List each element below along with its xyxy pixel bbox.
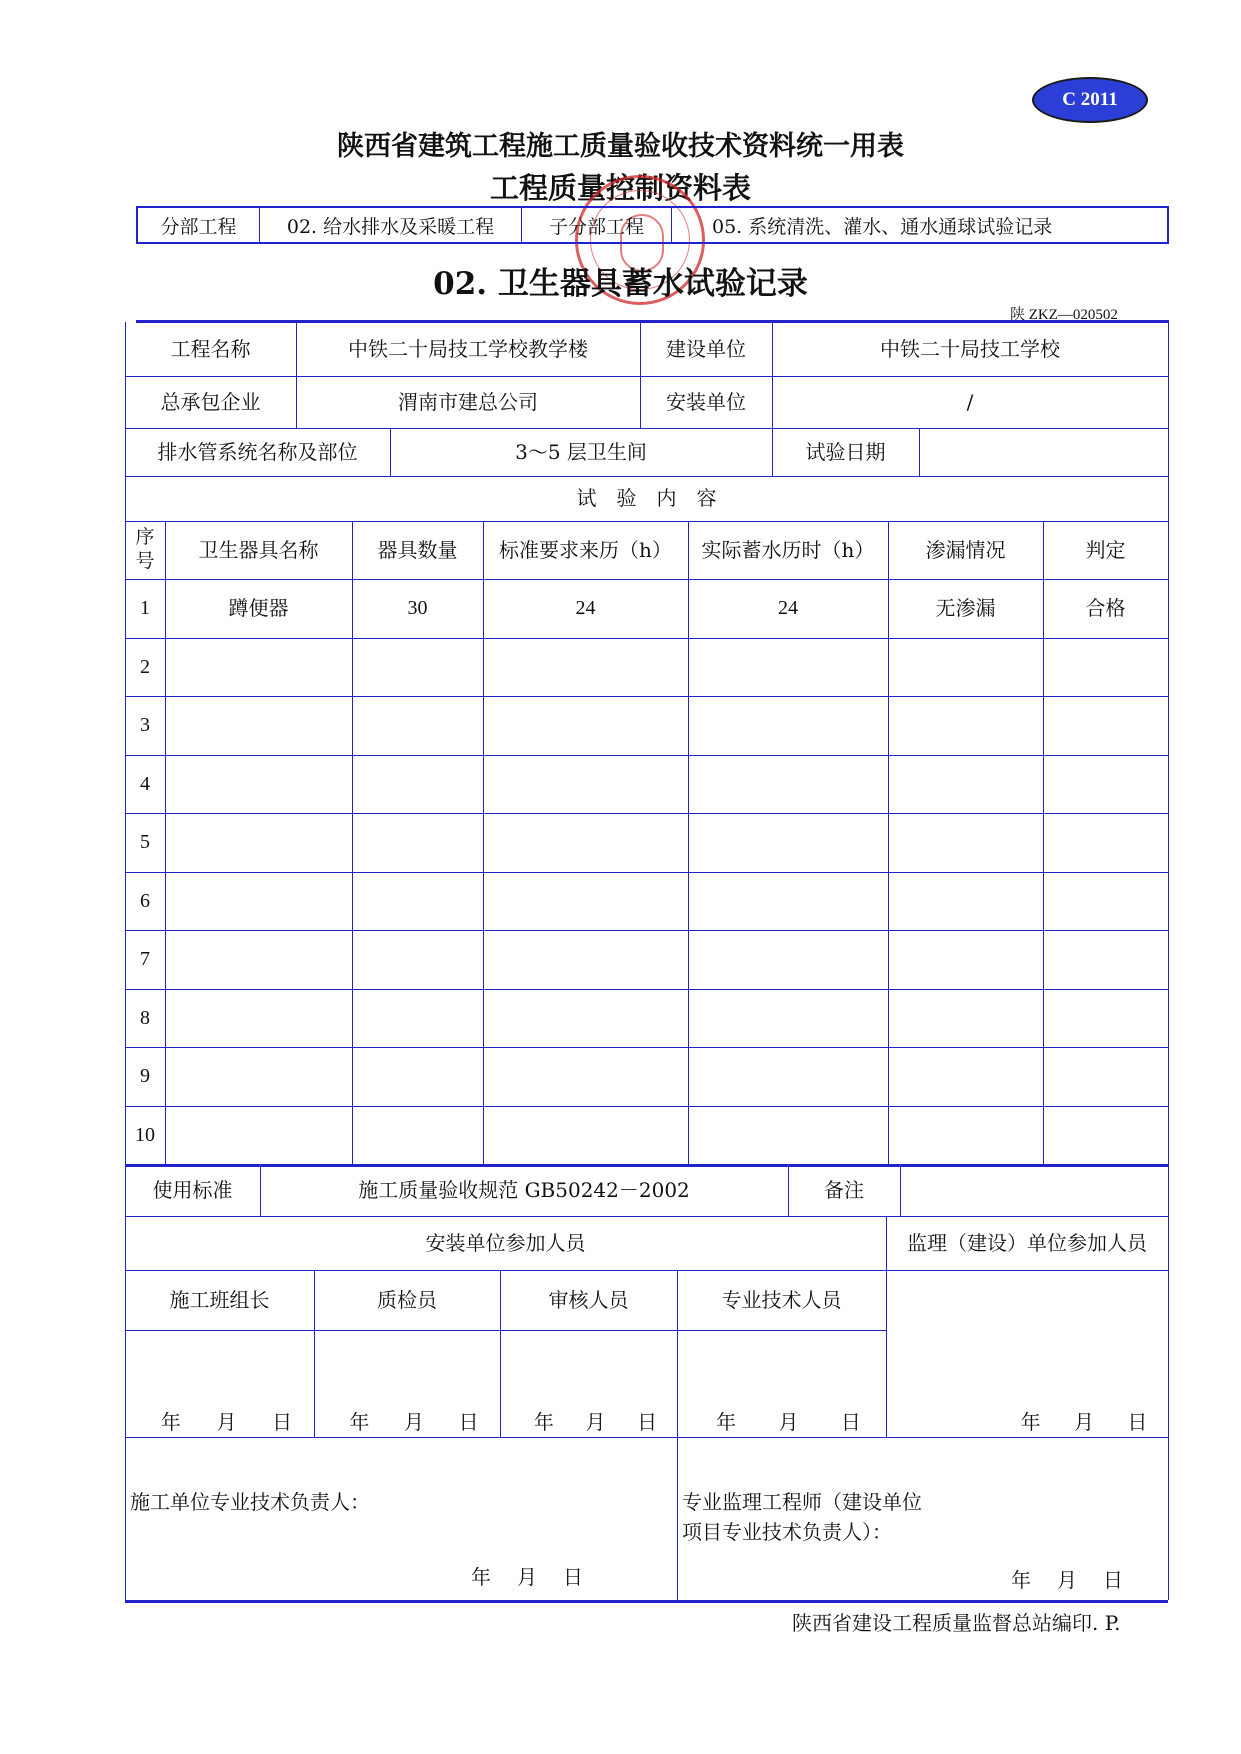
date-part: 日 — [272, 1409, 293, 1434]
date-part: 年 — [1011, 1567, 1031, 1592]
publisher-footer: 陕西省建设工程质量监督总站编印. P. — [792, 1611, 1121, 1635]
table-cell — [888, 755, 1043, 813]
supervision-personnel-heading: 监理（建设）单位参加人员 — [907, 1230, 1147, 1255]
table-cell — [1043, 638, 1168, 696]
date-part: 日 — [563, 1564, 583, 1589]
table-cell — [165, 1047, 352, 1106]
supervisor-sign-date — [980, 1565, 1140, 1595]
column-header: 判定 — [1085, 537, 1126, 562]
table-cell — [483, 813, 688, 872]
table-cell: 8 — [140, 1006, 150, 1029]
column-header: 渗漏情况 — [925, 537, 1006, 562]
table-cell: 2 — [140, 655, 150, 678]
standard-value: 施工质量验收规范 GB50242－2002 — [358, 1177, 690, 1202]
table-cell — [1043, 1106, 1168, 1164]
owner-value: 中铁二十局技工学校 — [880, 336, 1060, 361]
table-cell — [352, 872, 483, 930]
table-cell: 合格 — [1085, 596, 1126, 620]
table-cell — [888, 1047, 1043, 1106]
table-cell — [165, 989, 352, 1047]
table-cell — [1043, 696, 1168, 755]
table-cell: 7 — [140, 948, 150, 970]
remarks-value — [900, 1164, 1168, 1216]
table-cell: 24 — [575, 597, 596, 619]
role-label: 施工班组长 — [169, 1287, 270, 1312]
role-label: 专业技术人员 — [721, 1287, 842, 1312]
table-cell — [888, 930, 1043, 989]
date-part: 日 — [1103, 1567, 1123, 1592]
table-cell — [165, 1106, 352, 1164]
table-rule — [125, 1600, 1168, 1603]
table-cell — [165, 872, 352, 930]
document-title: 陕西省建筑工程施工质量验收技术资料统一用表 — [337, 131, 904, 162]
table-cell: 6 — [140, 889, 150, 912]
date-part: 月 — [403, 1409, 424, 1434]
table-cell — [888, 872, 1043, 930]
contractor-tech-lead-label: 施工单位专业技术负责人： — [130, 1490, 370, 1514]
date-part: 年 — [349, 1409, 370, 1434]
table-cell — [483, 989, 688, 1047]
table-cell — [688, 1106, 888, 1164]
edition-badge: C 2011 — [1032, 77, 1148, 123]
owner-label: 建设单位 — [666, 336, 746, 361]
table-cell — [352, 930, 483, 989]
date-part: 月 — [778, 1409, 799, 1434]
table-cell — [688, 813, 888, 872]
table-cell — [688, 989, 888, 1047]
system-label: 排水管系统名称及部位 — [157, 439, 358, 464]
standard-label: 使用标准 — [152, 1177, 233, 1202]
installer-label: 安装单位 — [666, 389, 746, 414]
test-date-label: 试验日期 — [805, 439, 886, 464]
table-cell — [483, 1106, 688, 1164]
table-cell — [1043, 813, 1168, 872]
date-part: 日 — [637, 1409, 658, 1434]
table-cell — [483, 696, 688, 755]
role-sign-date — [125, 1407, 314, 1437]
install-personnel-heading: 安装单位参加人员 — [425, 1230, 586, 1255]
contractor-sign-date — [440, 1562, 600, 1592]
table-rule — [677, 1437, 678, 1600]
remarks-label: 备注 — [824, 1177, 864, 1202]
date-part: 年 — [160, 1409, 181, 1434]
contractor-value: 渭南市建总公司 — [398, 389, 538, 414]
table-cell: 1 — [140, 597, 150, 619]
date-part: 月 — [216, 1409, 237, 1434]
table-cell — [352, 696, 483, 755]
date-part: 年 — [716, 1409, 737, 1434]
table-cell — [1043, 755, 1168, 813]
table-cell — [165, 696, 352, 755]
table-cell — [1043, 1047, 1168, 1106]
date-part: 月 — [585, 1409, 606, 1434]
date-part: 月 — [1073, 1409, 1094, 1434]
supervision-sign-date — [986, 1407, 1168, 1437]
division-header — [136, 206, 1169, 244]
table-cell — [165, 638, 352, 696]
table-cell — [888, 1106, 1043, 1164]
column-header: 卫生器具名称 — [198, 537, 319, 562]
table-cell — [352, 638, 483, 696]
table-cell — [688, 696, 888, 755]
table-cell — [1043, 989, 1168, 1047]
document-subtitle: 工程质量控制资料表 — [489, 171, 751, 205]
table-cell: 无渗漏 — [935, 596, 996, 620]
table-cell: 9 — [140, 1065, 150, 1087]
role-sign-date — [677, 1407, 886, 1437]
table-cell — [688, 1047, 888, 1106]
table-cell: 30 — [407, 597, 428, 619]
project-name-value: 中铁二十局技工学校教学楼 — [348, 336, 588, 361]
supervisor-label-line1: 专业监理工程师（建设单位 — [682, 1490, 922, 1514]
table-cell — [483, 1047, 688, 1106]
division-value: 02. 给水排水及采暖工程 — [260, 208, 522, 242]
table-cell: 蹲便器 — [228, 596, 289, 620]
test-date-value — [919, 428, 1168, 476]
division-label: 分部工程 — [138, 208, 260, 242]
role-sign-date — [314, 1407, 500, 1437]
table-cell — [352, 1106, 483, 1164]
column-header: 序 号 — [135, 526, 155, 572]
date-part: 月 — [1057, 1567, 1077, 1592]
table-cell — [165, 755, 352, 813]
table-cell: 10 — [135, 1123, 155, 1146]
table-cell: 3 — [140, 714, 150, 736]
form-code: 陕 ZKZ—020502 — [1010, 307, 1118, 323]
subdivision-value: 05. 系统清洗、灌水、通水通球试验记录 — [712, 215, 1053, 238]
table-cell — [688, 872, 888, 930]
date-part: 年 — [533, 1409, 554, 1434]
date-part: 月 — [517, 1564, 537, 1589]
table-cell — [688, 755, 888, 813]
table-cell — [165, 813, 352, 872]
table-cell — [1043, 872, 1168, 930]
table-cell: 4 — [140, 772, 150, 795]
role-label: 质检员 — [377, 1287, 437, 1312]
table-cell — [352, 989, 483, 1047]
table-cell — [483, 638, 688, 696]
subdivision-label: 子分部工程 — [522, 208, 672, 242]
table-cell — [688, 638, 888, 696]
contractor-label: 总承包企业 — [160, 389, 261, 414]
supervisor-label-line2: 项目专业技术负责人）： — [682, 1520, 892, 1544]
table-cell — [888, 813, 1043, 872]
project-name-label: 工程名称 — [170, 336, 251, 361]
role-sign-date — [500, 1407, 677, 1437]
date-part: 日 — [840, 1409, 861, 1434]
table-cell — [888, 696, 1043, 755]
form-title: 02. 卫生器具蓄水试验记录 — [433, 266, 808, 302]
table-cell — [165, 930, 352, 989]
column-header: 实际蓄水历时（h） — [701, 537, 875, 562]
table-rule — [1168, 322, 1169, 1600]
role-label: 审核人员 — [548, 1287, 629, 1312]
date-part: 年 — [471, 1564, 491, 1589]
table-cell — [688, 930, 888, 989]
table-cell — [483, 872, 688, 930]
column-header: 器具数量 — [377, 537, 458, 562]
table-cell — [352, 813, 483, 872]
table-cell — [483, 755, 688, 813]
table-cell — [483, 930, 688, 989]
table-cell — [888, 638, 1043, 696]
table-cell: 5 — [140, 831, 150, 853]
date-part: 日 — [458, 1409, 479, 1434]
table-rule — [125, 1330, 886, 1331]
table-cell — [352, 1047, 483, 1106]
date-part: 年 — [1020, 1409, 1041, 1434]
date-part: 日 — [1127, 1409, 1148, 1434]
table-cell — [888, 989, 1043, 1047]
test-content-heading: 试 验 内 容 — [576, 486, 717, 510]
system-value: 3～5 层卫生间 — [515, 439, 647, 464]
table-cell — [352, 755, 483, 813]
table-cell — [1043, 930, 1168, 989]
installer-value: / — [966, 389, 974, 414]
column-header: 标准要求来历（h） — [499, 537, 672, 562]
table-rule — [125, 1437, 1168, 1438]
table-cell: 24 — [778, 597, 798, 619]
